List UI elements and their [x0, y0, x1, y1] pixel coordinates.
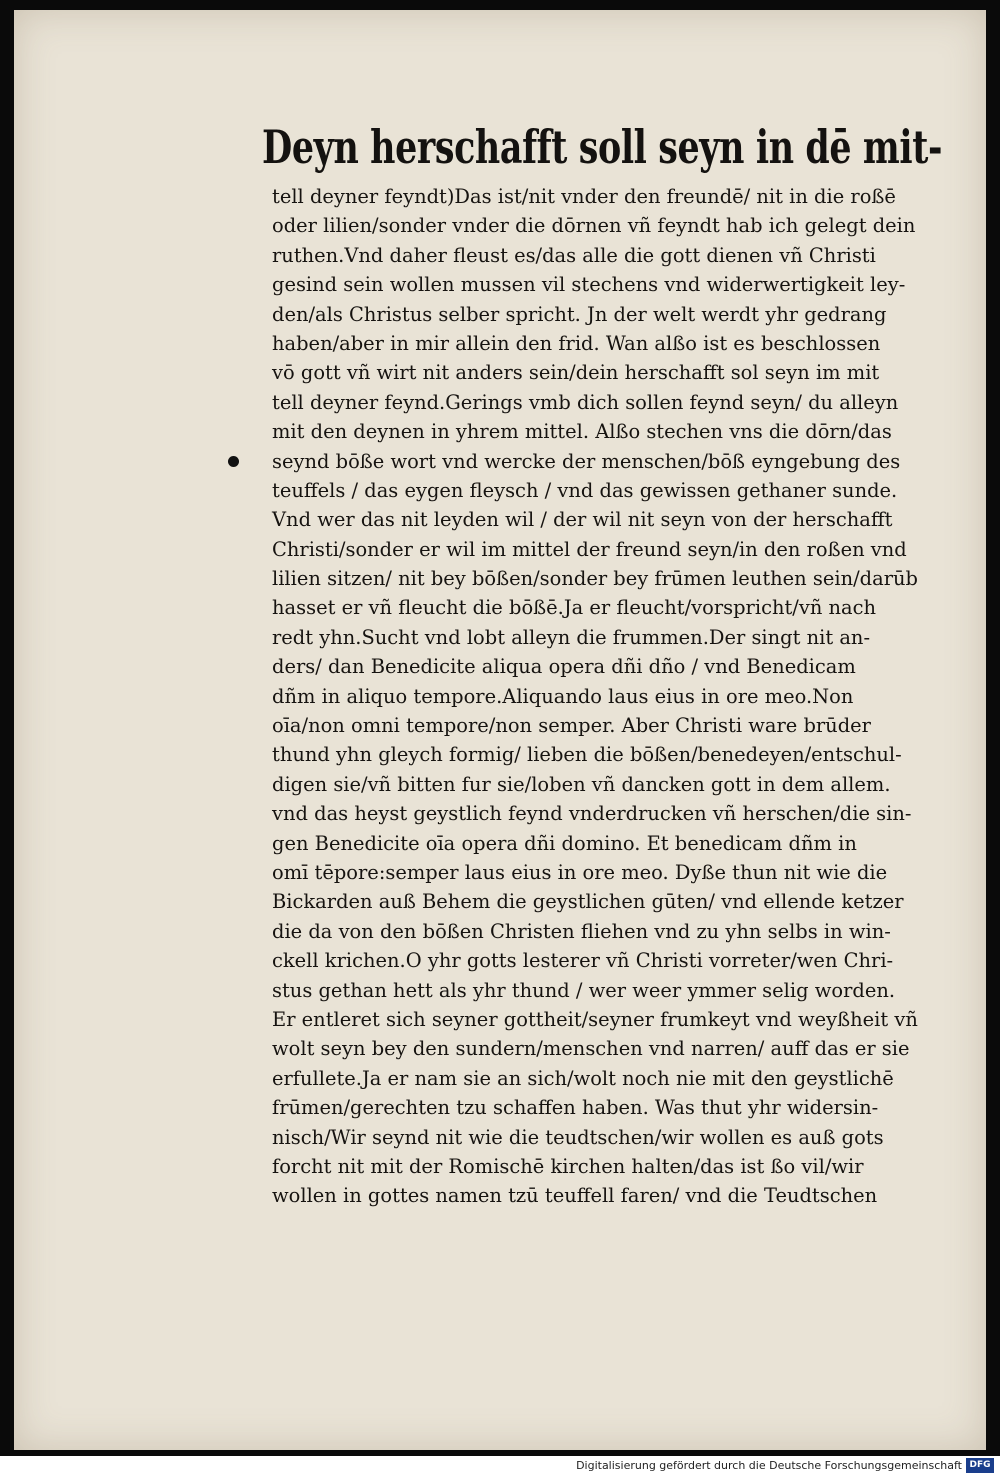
text-line: wolt seyn bey den sundern/menschen vnd narren/ auff das er sie [272, 1037, 910, 1061]
text-line: mit den deynen in yhrem mittel. Alßo stechen vns die dōrn/das [272, 420, 892, 444]
text-line: dñm in aliquo tempore.Aliquando laus eius in ore meo.Non [272, 684, 854, 708]
text-line: gen Benedicite oīa opera dñi domino. Et benedicam dñm in [272, 831, 857, 855]
text-line: thund yhn gleych formig/ lieben die bōßen/benedeyen/entschul- [272, 743, 902, 767]
text-line: frūmen/gerechten tzu schaffen haben. Was thut yhr widersin- [272, 1096, 879, 1120]
text-line: teuffels / das eygen fleysch / vnd das gewissen gethaner sunde. [272, 478, 898, 502]
text-line: vō gott vñ wirt nit anders sein/dein herschafft sol seyn im mit [272, 361, 880, 385]
text-block [272, 182, 962, 1211]
text-line: Vnd wer das nit leyden wil / der wil nit seyn von der herschafft [272, 508, 893, 532]
text-line: tell deyner feynd.Gerings vmb dich sollen feynd seyn/ du alleyn [272, 390, 899, 414]
text-line: seynd bōße wort vnd wercke der menschen/bōß eyngebung des [272, 449, 901, 473]
text-line: oder lilien/sonder vnder die dōrnen vñ feyndt hab ich gelegt dein [272, 214, 916, 238]
text-line: ruthen.Vnd daher fleust es/das alle die gott dienen vñ Christi [272, 243, 876, 267]
text-line: Christi/sonder er wil im mittel der freund seyn/in den roßen vnd [272, 537, 907, 561]
text-line: den/als Christus selber spricht. Jn der welt werdt yhr gedrang [272, 302, 887, 326]
text-line: forcht nit mit der Romischē kirchen halten/das ist ßo vil/wir [272, 1154, 864, 1178]
text-line: hasset er vñ fleucht die bōßē.Ja er fleucht/vorspricht/vñ nach [272, 596, 877, 620]
text-line: die da von den bōßen Christen fliehen vnd zu yhn selbs in win- [272, 919, 891, 943]
text-line: Er entleret sich seyner gottheit/seyner frumkeyt vnd weyßheit vñ [272, 1007, 918, 1031]
text-line: Bickarden auß Behem die geystlichen gūten/ vnd ellende ketzer [272, 890, 904, 914]
text-line: haben/aber in mir allein den frid. Wan alßo ist es beschlossen [272, 331, 881, 355]
book-page [14, 10, 986, 1450]
dfg-logo-icon: DFG [966, 1458, 994, 1473]
text-line: gesind sein wollen mussen vil stechens vnd widerwertigkeit ley- [272, 273, 906, 297]
page-headline: Deyn herschafft soll seyn in dē mit- [262, 120, 943, 174]
text-line: oīa/non omni tempore/non semper. Aber Christi ware brūder [272, 714, 871, 738]
text-line: stus gethan hett als yhr thund / wer weer ymmer selig worden. [272, 978, 896, 1002]
ink-spot [228, 456, 239, 467]
footer-credit: Digitalisierung gefördert durch die Deutsche Forschungsgemeinschaft [576, 1459, 962, 1472]
text-line: redt yhn.Sucht vnd lobt alleyn die frummen.Der singt nit an- [272, 625, 871, 649]
text-line: erfullete.Ja er nam sie an sich/wolt noch nie mit den geystlichē [272, 1066, 894, 1090]
text-line: tell deyner feyndt)Das ist/nit vnder den freundē/ nit in die roßē [272, 185, 896, 208]
text-line: ckell krichen.O yhr gotts lesterer vñ Christi vorreter/wen Chri- [272, 949, 894, 973]
text-line: digen sie/vñ bitten fur sie/loben vñ dancken gott in dem allem. [272, 772, 891, 796]
text-line: lilien sitzen/ nit bey bōßen/sonder bey frūmen leuthen sein/darūb [272, 567, 918, 591]
text-line: omī tēpore:semper laus eius in ore meo. Dyße thun nit wie die [272, 860, 888, 884]
text-line: wollen in gottes namen tzū teuffell faren/ vnd die Teudtschen [272, 1184, 878, 1208]
text-line: vnd das heyst geystlich feynd vnderdrucken vñ herschen/die sin- [272, 802, 912, 826]
text-line: nisch/Wir seynd nit wie die teudtschen/wir wollen es auß gots [272, 1125, 884, 1149]
text-line: ders/ dan Benedicite aliqua opera dñi dño / vnd Benedicam [272, 655, 856, 679]
